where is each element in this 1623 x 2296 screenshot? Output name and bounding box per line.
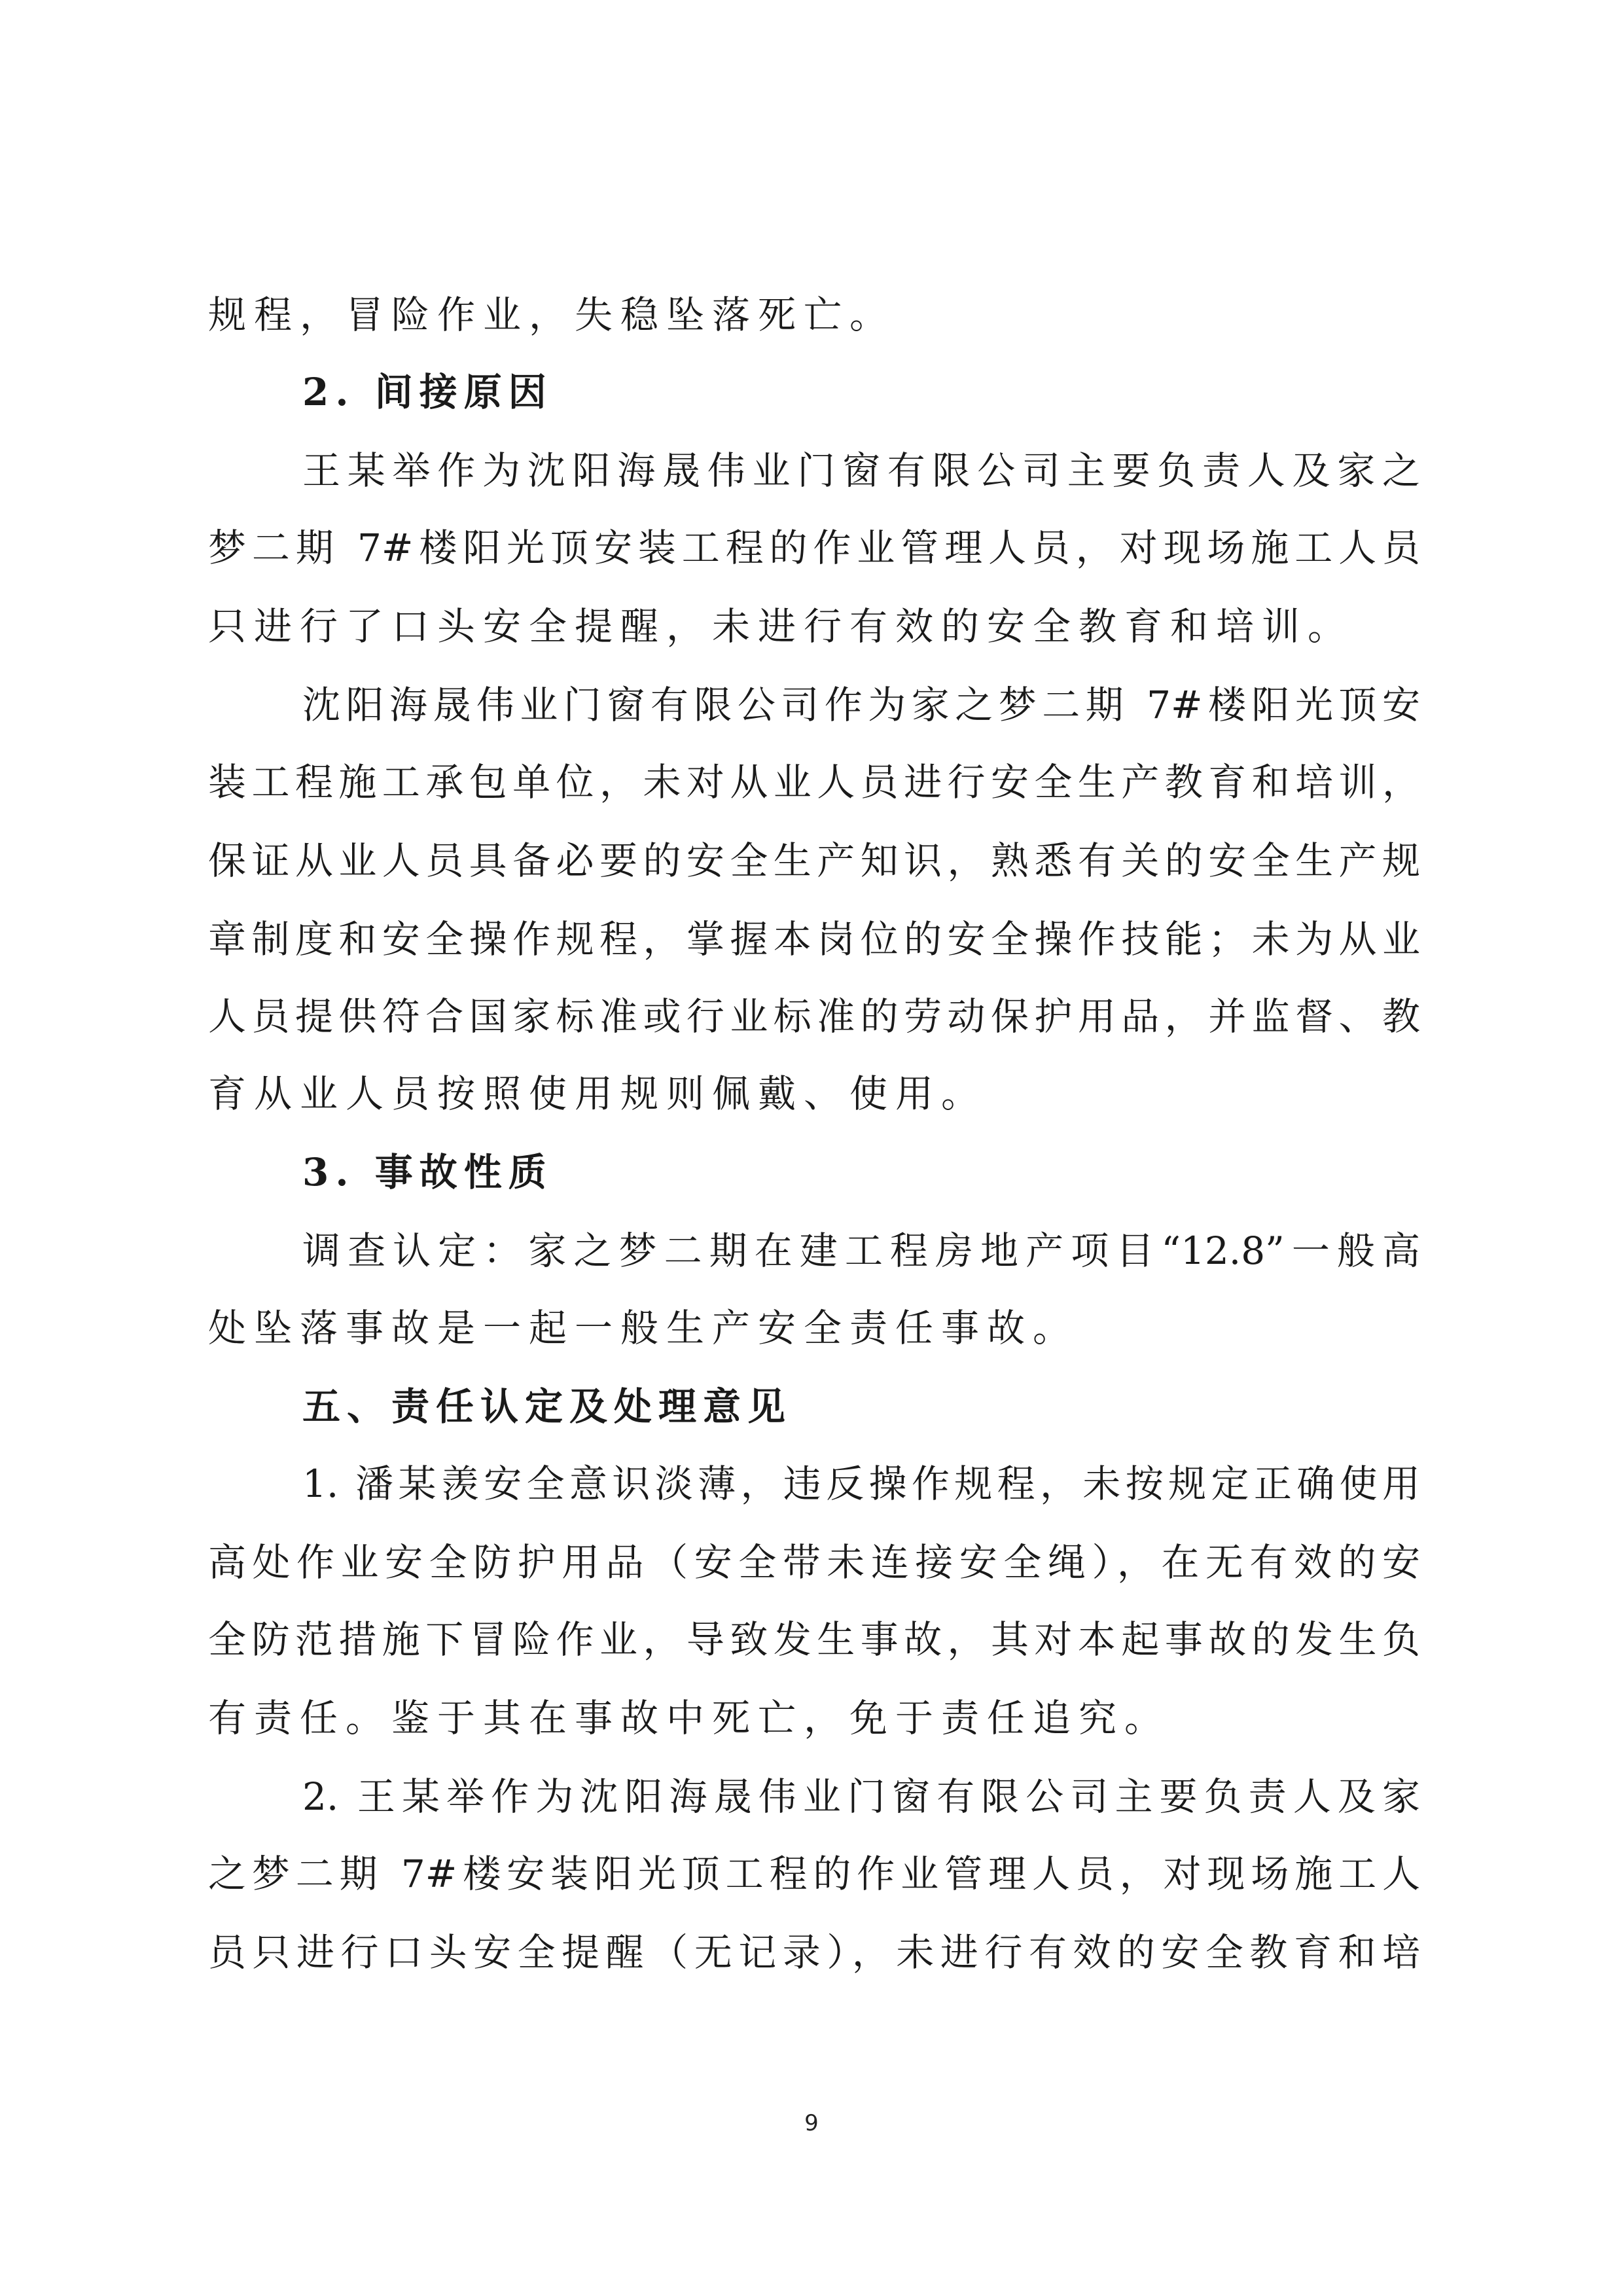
text-line: 王某举作为沈阳海晟伟业门窗有限公司主要负责人及家之 bbox=[302, 448, 1420, 493]
text-line: 装工程施工承包单位，未对从业人员进行安全生产教育和培训， bbox=[208, 760, 1420, 804]
text-line: 人员提供符合国家标准或行业标准的劳动保护用品，并监督、教 bbox=[208, 994, 1420, 1039]
text-line: 员只进行口头安全提醒（无记录），未进行有效的安全教育和培 bbox=[208, 1930, 1420, 1975]
text-line: 2. 王某举作为沈阳海晟伟业门窗有限公司主要负责人及家 bbox=[302, 1774, 1420, 1819]
text-line: 育从业人员按照使用规则佩戴、使用。 bbox=[208, 1071, 988, 1116]
text-line: 高处作业安全防护用品（安全带未连接安全绳），在无有效的安 bbox=[208, 1540, 1420, 1585]
section-heading: 2. 间接原因 bbox=[302, 370, 553, 414]
section-heading: 3. 事故性质 bbox=[302, 1150, 553, 1194]
text-line: 处坠落事故是一起一般生产安全责任事故。 bbox=[208, 1306, 1079, 1350]
text-line: 只进行了口头安全提醒，未进行有效的安全教育和培训。 bbox=[208, 604, 1354, 649]
section-heading: 五、责任认定及处理意见 bbox=[302, 1384, 793, 1429]
page-number: 9 bbox=[804, 2110, 819, 2136]
text-line: 调查认定：家之梦二期在建工程房地产项目“12.8”一般高 bbox=[302, 1229, 1420, 1273]
text-line: 有责任。鉴于其在事故中死亡，免于责任追究。 bbox=[208, 1696, 1171, 1740]
text-line: 保证从业人员具备必要的安全生产知识，熟悉有关的安全生产规 bbox=[208, 838, 1420, 883]
text-line: 1. 潘某羡安全意识淡薄，违反操作规程，未按规定正确使用 bbox=[302, 1462, 1420, 1506]
text-line: 章制度和安全操作规程，掌握本岗位的安全操作技能；未为从业 bbox=[208, 917, 1420, 961]
text-line: 全防范措施下冒险作业，导致发生事故，其对本起事故的发生负 bbox=[208, 1617, 1420, 1662]
text-line: 沈阳海晟伟业门窗有限公司作为家之梦二期 7#楼阳光顶安 bbox=[302, 683, 1420, 727]
text-line: 规程，冒险作业，失稳坠落死亡。 bbox=[208, 293, 896, 337]
text-line: 之梦二期 7#楼安装阳光顶工程的作业管理人员，对现场施工人 bbox=[208, 1852, 1420, 1896]
text-line: 梦二期 7#楼阳光顶安装工程的作业管理人员，对现场施工人员 bbox=[208, 526, 1420, 570]
